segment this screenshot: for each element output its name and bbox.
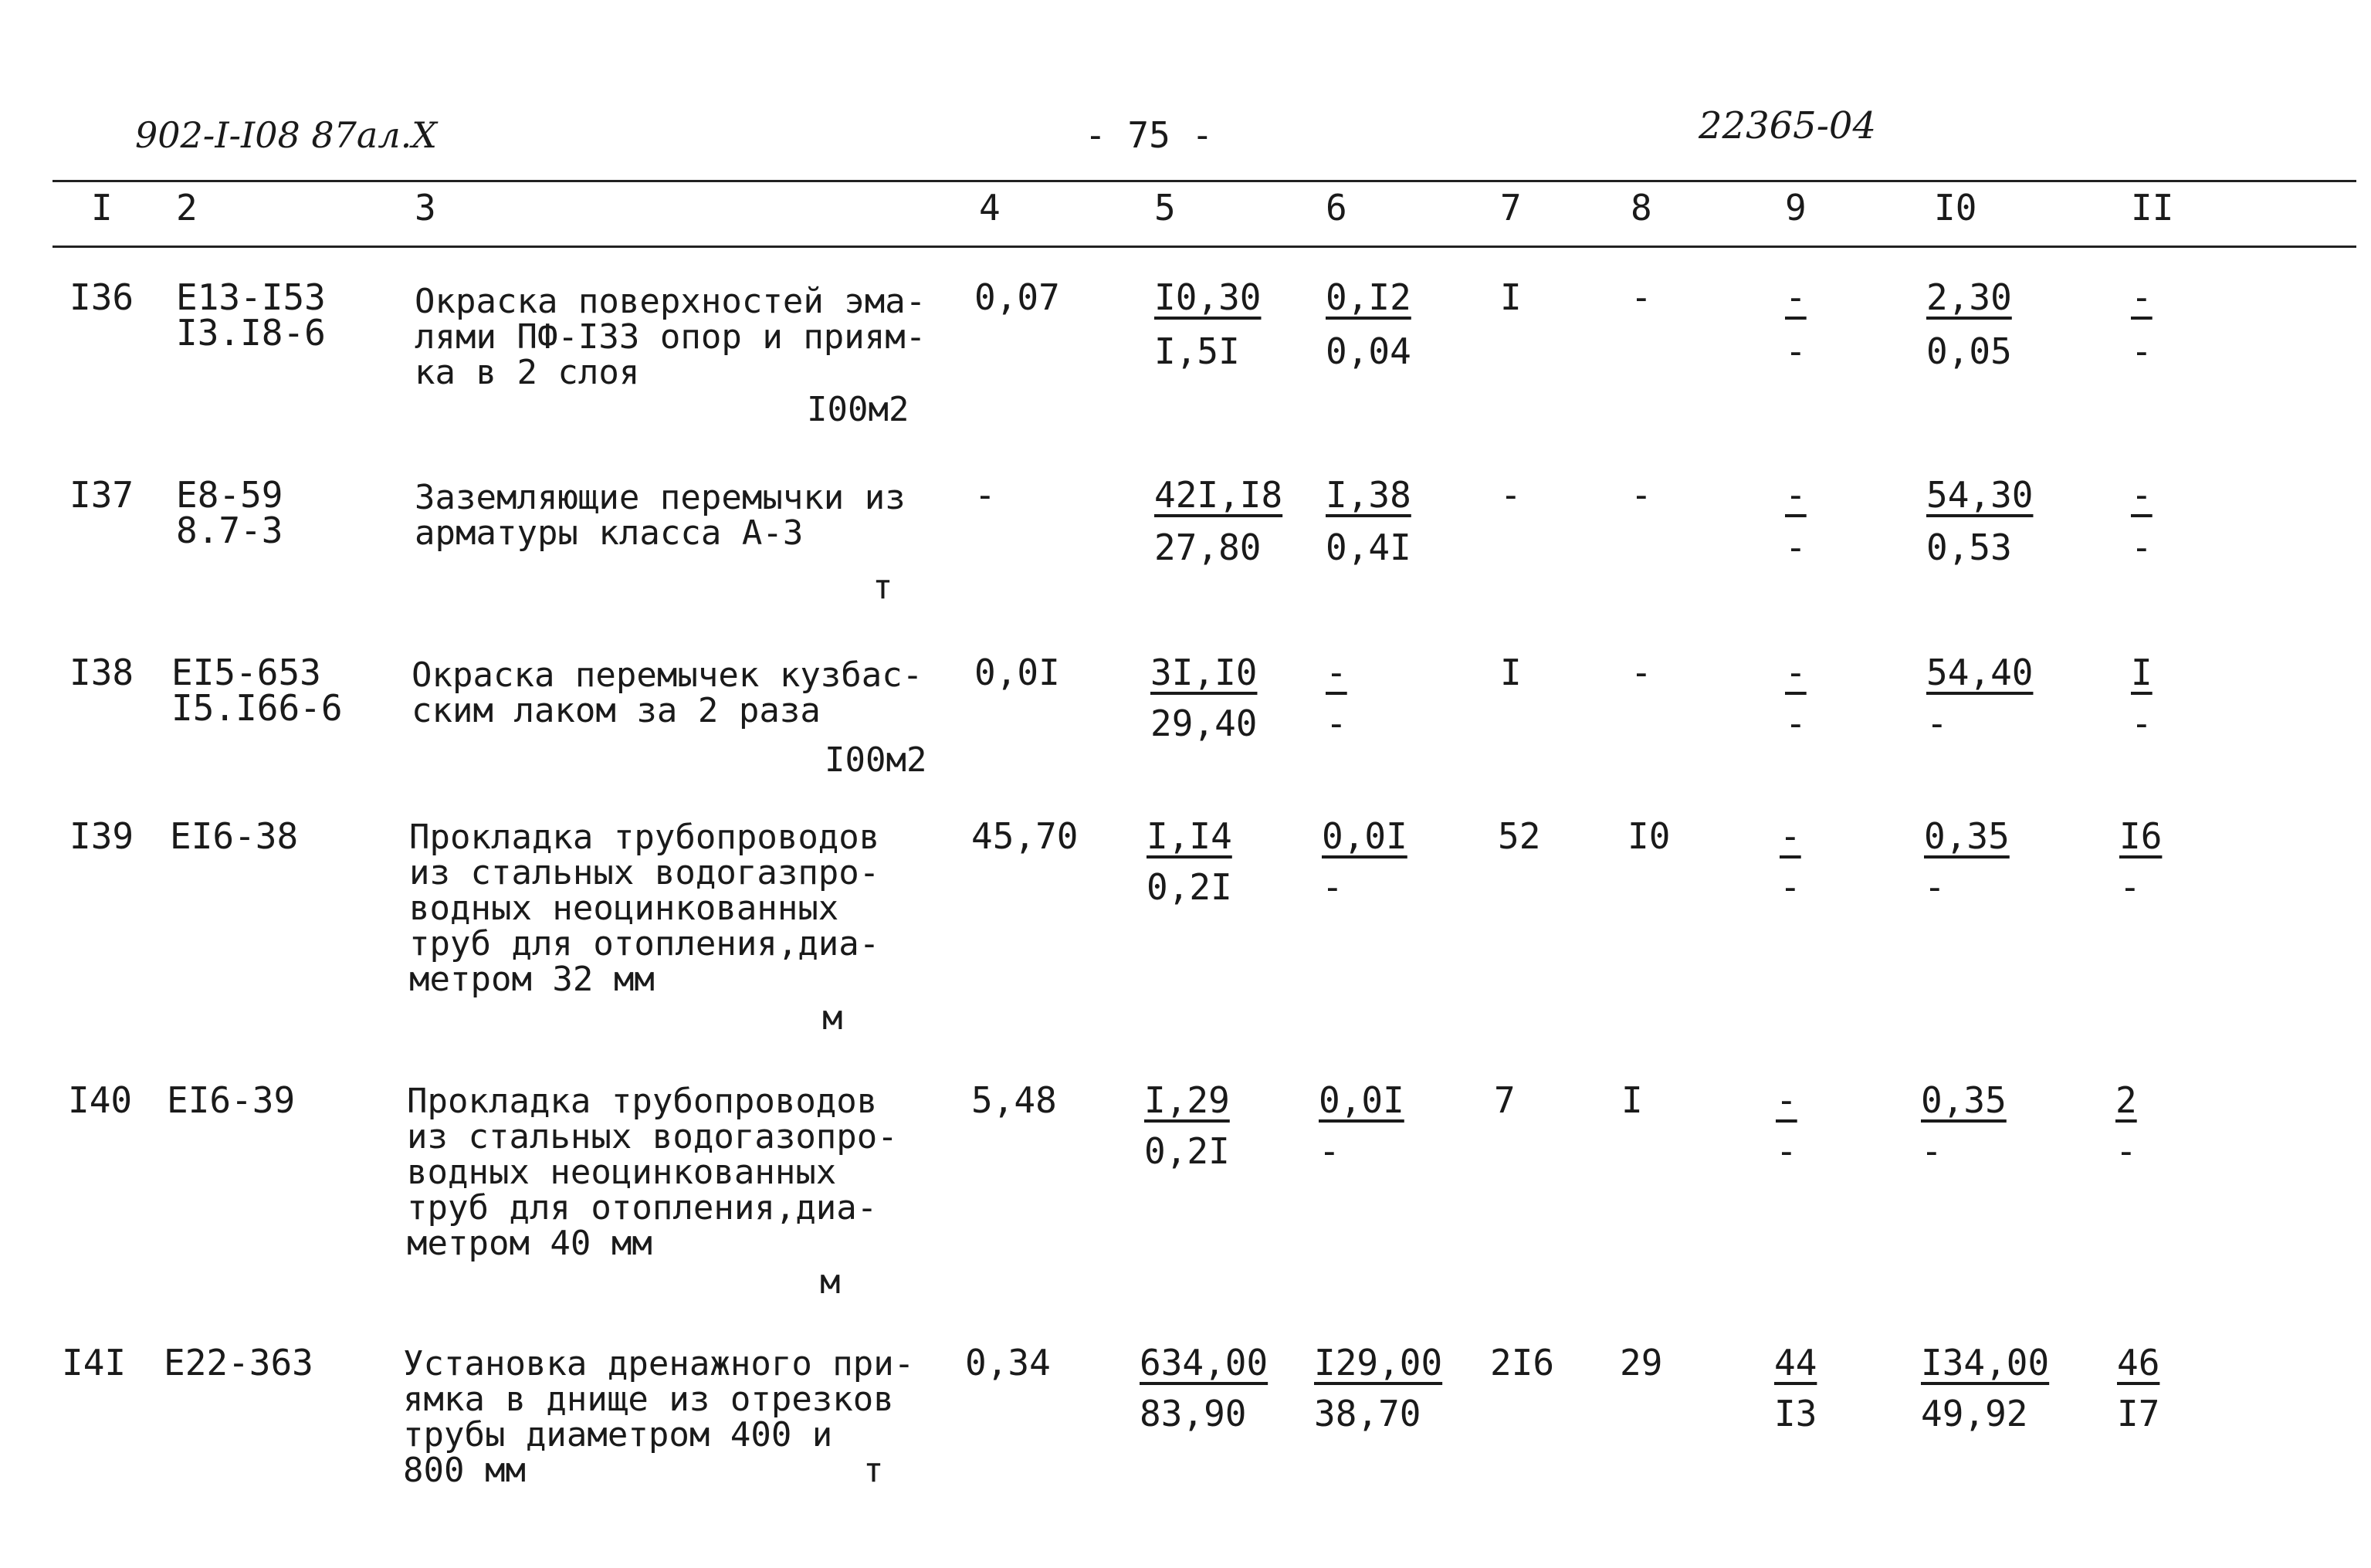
cell-col9-top: - (1785, 276, 1807, 318)
cell-col8: I (1621, 1079, 1643, 1121)
cell-col9-top: - (1785, 652, 1807, 693)
cell-col11-bottom: - (2131, 527, 2153, 568)
row-code-secondary: 8.7-3 (176, 510, 283, 551)
cell-col11-top: - (2131, 276, 2153, 318)
row-description-line: труб для отопления,диа- (409, 924, 880, 963)
row-description-line: труб для отопления,диа- (407, 1188, 878, 1228)
row-description-line: Прокладка трубопроводов (409, 818, 880, 857)
row-description-line: метром 32 мм (409, 960, 655, 999)
row-description-line: из стальных водогазопро- (407, 1117, 898, 1157)
cell-col5-top: 3I,I0 (1150, 652, 1258, 693)
cell-col11-bottom: - (2131, 330, 2153, 372)
row-number: I37 (69, 474, 134, 516)
row-description-line: из стальных водогазпро- (409, 853, 880, 892)
cell-col9-top: 44 (1774, 1342, 1817, 1383)
cell-col6-bottom: - (1319, 1130, 1340, 1172)
cell-col6-bottom: - (1326, 703, 1347, 744)
cell-col5-top: 634,00 (1140, 1342, 1268, 1383)
row-code: EI6-38 (170, 815, 299, 857)
column-header: 3 (415, 187, 436, 229)
cell-col11-top: 2 (2115, 1079, 2137, 1121)
cell-col7: 2I6 (1490, 1342, 1555, 1383)
cell-col5-top: I,I4 (1147, 815, 1232, 857)
row-description-line: ка в 2 слоя (415, 353, 640, 392)
cell-col8: - (1631, 276, 1652, 318)
cell-col9-top: - (1785, 474, 1807, 516)
cell-col4: 45,70 (971, 815, 1079, 857)
cell-col7: - (1500, 474, 1522, 516)
header-top-rule (53, 180, 2356, 182)
cell-col11-bottom: - (2131, 703, 2153, 744)
cell-col5-bottom: 0,2I (1147, 866, 1232, 908)
archive-number: 22365-04 (1699, 104, 1876, 147)
row-number: I39 (69, 815, 134, 857)
cell-col4: 0,0I (974, 652, 1060, 693)
document-code: 902-I-I08 87ал.X (135, 114, 437, 156)
row-description-line: Установка дренажного при- (403, 1344, 915, 1383)
cell-col9-bottom: - (1785, 330, 1807, 372)
cell-col6-top: I,38 (1326, 474, 1411, 516)
cell-col5-bottom: 27,80 (1154, 527, 1262, 568)
cell-col10-bottom: 0,05 (1926, 330, 2012, 372)
row-code: EI5-653 (171, 652, 321, 693)
cell-col4: 0,34 (965, 1342, 1051, 1383)
cell-col5-bottom: 0,2I (1144, 1130, 1230, 1172)
cell-col10-bottom: - (1924, 866, 1946, 908)
row-description-line: ским лаком за 2 раза (412, 691, 821, 730)
cell-col8: - (1631, 652, 1652, 693)
cell-col10-bottom: 0,53 (1926, 527, 2012, 568)
cell-col4: 0,07 (974, 276, 1060, 318)
cell-col7: I (1500, 276, 1522, 318)
cell-col6-bottom: 38,70 (1314, 1393, 1421, 1434)
cell-col11-bottom: I7 (2117, 1393, 2160, 1434)
cell-col11-top: I (2131, 652, 2153, 693)
row-description-line: Заземляющие перемычки из (415, 478, 906, 517)
header-bottom-rule (53, 246, 2356, 248)
row-code-secondary: I5.I66-6 (171, 687, 343, 729)
cell-col7: I (1500, 652, 1522, 693)
cell-col6-top: 0,0I (1319, 1079, 1404, 1121)
column-header: 9 (1785, 187, 1807, 229)
row-description-line: Окраска перемычек кузбас- (412, 655, 923, 695)
row-unit: т (863, 1451, 884, 1490)
row-unit: I00м2 (807, 390, 909, 429)
cell-col6-bottom: 0,4I (1326, 527, 1411, 568)
row-number: I36 (69, 276, 134, 318)
row-code-secondary: I3.I8-6 (176, 312, 326, 354)
cell-col6-top: 0,I2 (1326, 276, 1411, 318)
cell-col6-top: 0,0I (1322, 815, 1407, 857)
row-description-line: Прокладка трубопроводов (407, 1082, 878, 1121)
column-header: II (2131, 187, 2174, 229)
row-description-line: водных неоцинкованных (409, 889, 839, 928)
cell-col5-bottom: I,5I (1154, 330, 1240, 372)
cell-col5-top: 42I,I8 (1154, 474, 1283, 516)
row-code: E22-363 (164, 1342, 313, 1383)
cell-col8: - (1631, 474, 1652, 516)
cell-col10-bottom: - (1921, 1130, 1943, 1172)
cell-col11-bottom: - (2119, 866, 2141, 908)
cell-col10-top: 2,30 (1926, 276, 2012, 318)
cell-col10-top: 0,35 (1921, 1079, 2007, 1121)
cell-col6-top: - (1326, 652, 1347, 693)
cell-col11-bottom: - (2115, 1130, 2137, 1172)
row-description-line: арматуры класса А-3 (415, 513, 804, 553)
column-header: I0 (1934, 187, 1977, 229)
cell-col11-top: 46 (2117, 1342, 2160, 1383)
row-code: EI6-39 (167, 1079, 296, 1121)
cell-col10-bottom: 49,92 (1921, 1393, 2028, 1434)
row-number: I4I (62, 1342, 127, 1383)
cell-col5-bottom: 29,40 (1150, 703, 1258, 744)
cell-col9-bottom: - (1776, 1130, 1797, 1172)
row-description-line: лями ПФ-I33 опор и приям- (415, 317, 926, 357)
cell-col11-top: I6 (2119, 815, 2163, 857)
cell-col4: 5,48 (971, 1079, 1057, 1121)
cell-col6-top: I29,00 (1314, 1342, 1443, 1383)
cell-col5-top: I0,30 (1154, 276, 1262, 318)
column-header: 2 (176, 187, 198, 229)
cell-col10-top: 54,30 (1926, 474, 2034, 516)
cell-col11-top: - (2131, 474, 2153, 516)
row-description-line: водных неоцинкованных (407, 1153, 837, 1192)
row-description-line: ямка в днище из отрезков (403, 1380, 894, 1419)
column-header: 5 (1154, 187, 1176, 229)
cell-col10-top: 54,40 (1926, 652, 2034, 693)
cell-col9-top: - (1780, 815, 1801, 857)
row-code: E13-I53 (176, 276, 326, 318)
cell-col7: 52 (1498, 815, 1541, 857)
row-description-line: трубы диаметром 400 и (403, 1415, 833, 1455)
column-header: 7 (1500, 187, 1522, 229)
cell-col9-top: - (1776, 1079, 1797, 1121)
cell-col4: - (974, 474, 996, 516)
cell-col10-top: I34,00 (1921, 1342, 2050, 1383)
column-header: 8 (1631, 187, 1652, 229)
column-header: 4 (979, 187, 1001, 229)
cell-col9-bottom: - (1780, 866, 1801, 908)
row-unit: т (872, 567, 893, 607)
cell-col10-bottom: - (1926, 703, 1948, 744)
column-header: 6 (1326, 187, 1347, 229)
cell-col5-bottom: 83,90 (1140, 1393, 1247, 1434)
cell-col9-bottom: - (1785, 527, 1807, 568)
cell-col5-top: I,29 (1144, 1079, 1230, 1121)
cell-col10-top: 0,35 (1924, 815, 2010, 857)
row-number: I38 (69, 652, 134, 693)
column-header: I (91, 187, 113, 229)
cell-col9-bottom: - (1785, 703, 1807, 744)
cell-col6-bottom: - (1322, 866, 1343, 908)
row-description-line: метром 40 мм (407, 1224, 652, 1263)
row-unit: I00м2 (825, 740, 927, 780)
row-code: E8-59 (176, 474, 283, 516)
row-description-line: Окраска поверхностей эма- (415, 282, 926, 321)
page-number: - 75 - (1085, 114, 1214, 156)
cell-col8: 29 (1620, 1342, 1663, 1383)
row-number: I40 (68, 1079, 133, 1121)
row-description-line: 800 мм (403, 1451, 526, 1490)
cell-col7: 7 (1494, 1079, 1516, 1121)
cell-col6-bottom: 0,04 (1326, 330, 1411, 372)
row-unit: м (820, 1262, 841, 1302)
cell-col8: I0 (1628, 815, 1671, 857)
row-unit: м (822, 998, 843, 1038)
cell-col9-bottom: I3 (1774, 1393, 1817, 1434)
